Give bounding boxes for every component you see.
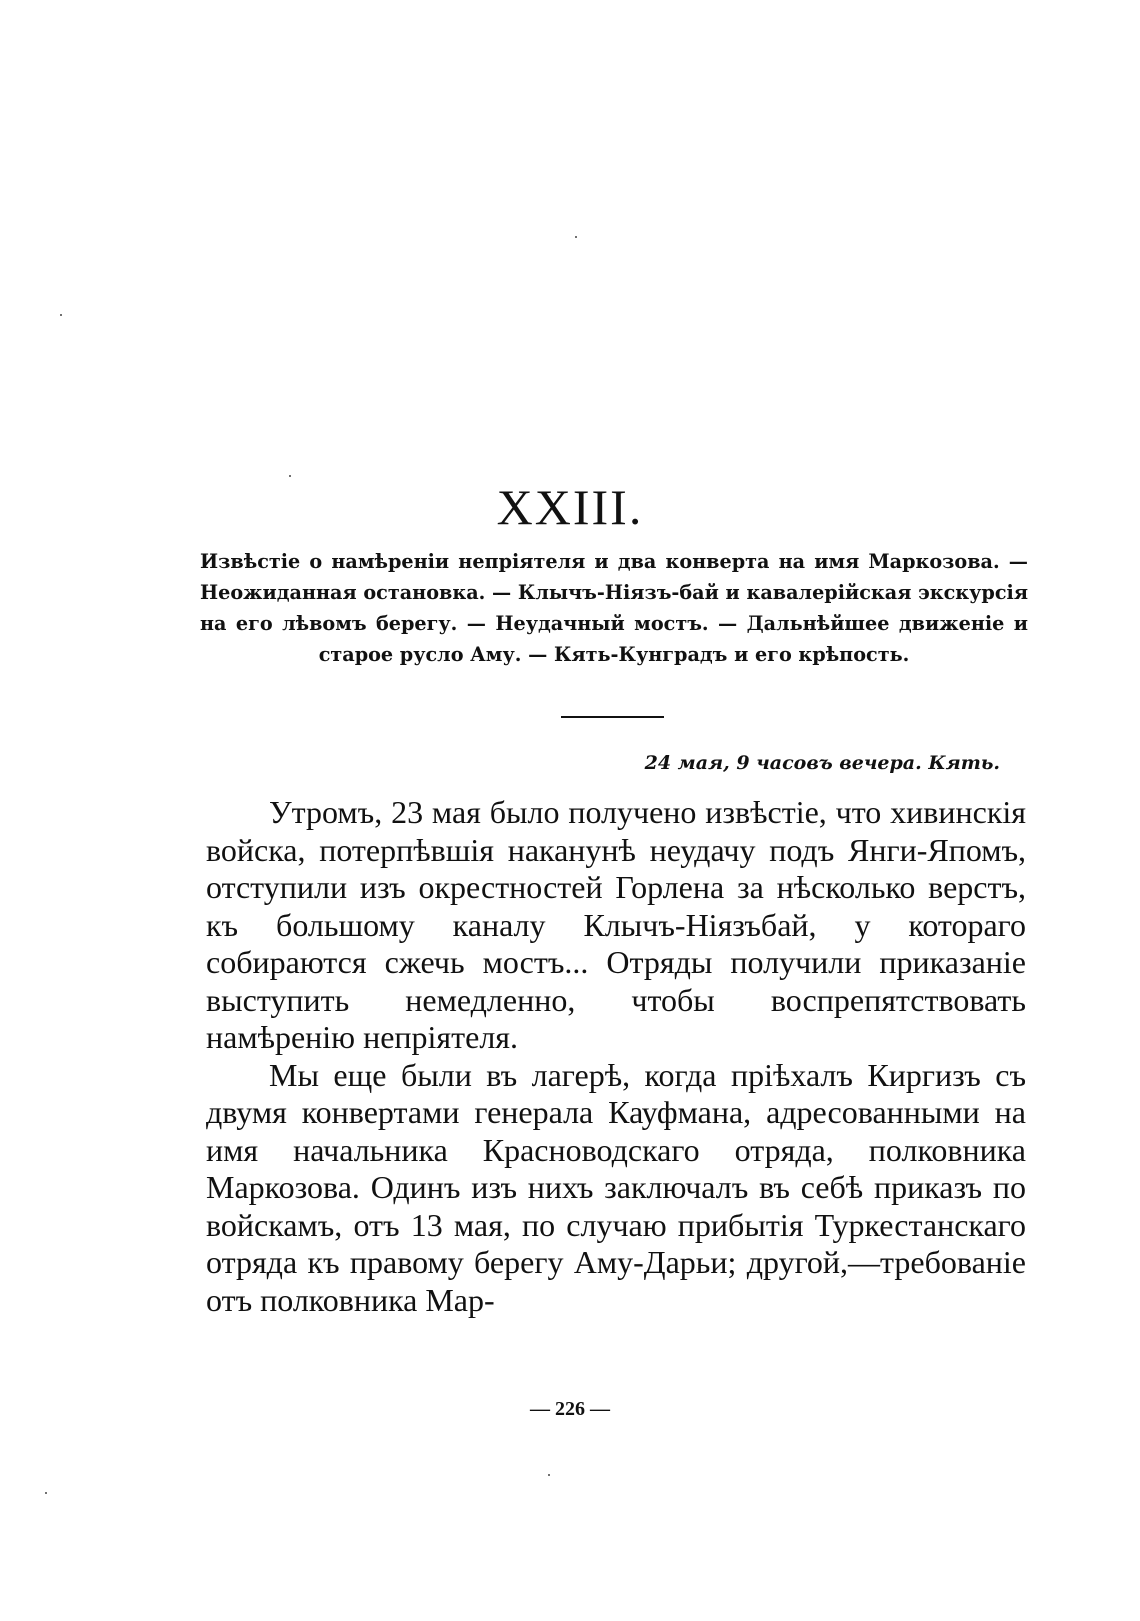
dateline: 24 мая, 9 часовъ вечера. Кять.: [644, 752, 1000, 774]
scan-speck: [548, 1474, 550, 1476]
paragraph: Мы еще были въ лагерѣ, когда пріѣхалъ Киргизъ съ двумя конвертами генерала Кауфмана, адресованными на имя начальника Красноводскаго отряда, полковника Маркозова. Одинъ изъ нихъ заключалъ въ себѣ приказъ по войскамъ, отъ 13 мая, по случаю прибытія Туркестанскаго отряда къ правому берегу Аму-Дарьи; другой,—требованіе отъ полковника Мар-: [206, 1056, 1026, 1318]
paragraph: Утромъ, 23 мая было получено извѣстіе, что хивинскія войска, потерпѣвшія наканунѣ неудачу подъ Янги-Япомъ, отступили изъ окрестностей Горлена за нѣсколько верстъ, къ большому каналу Клычъ-Ніязъбай, у котораго собираются сжечь мостъ... Отряды получили приказаніе выступить немедленно, чтобы воспрепятствовать намѣренію непріятеля.: [206, 794, 1026, 1055]
scan-speck: [45, 1492, 47, 1494]
chapter-number: XXIII.: [496, 479, 644, 535]
scan-speck: [289, 475, 291, 477]
scan-speck: [60, 314, 62, 316]
chapter-summary: Извѣстіе о намѣреніи непріятеля и два конверта на имя Маркозова. — Неожиданная остановка. — Клычъ-Ніязъ-бай и кавалерійская экскурсія на его лѣвомъ берегу. — Неудачный мостъ. — Дальнѣйшее движеніе и старое русло Аму. — Кять-Кунградъ и его крѣпость.: [200, 550, 1028, 666]
page-number: — 226 —: [530, 1398, 610, 1420]
section-divider: [561, 716, 664, 718]
scan-speck: [575, 236, 577, 238]
body-text: [206, 794, 1026, 1319]
